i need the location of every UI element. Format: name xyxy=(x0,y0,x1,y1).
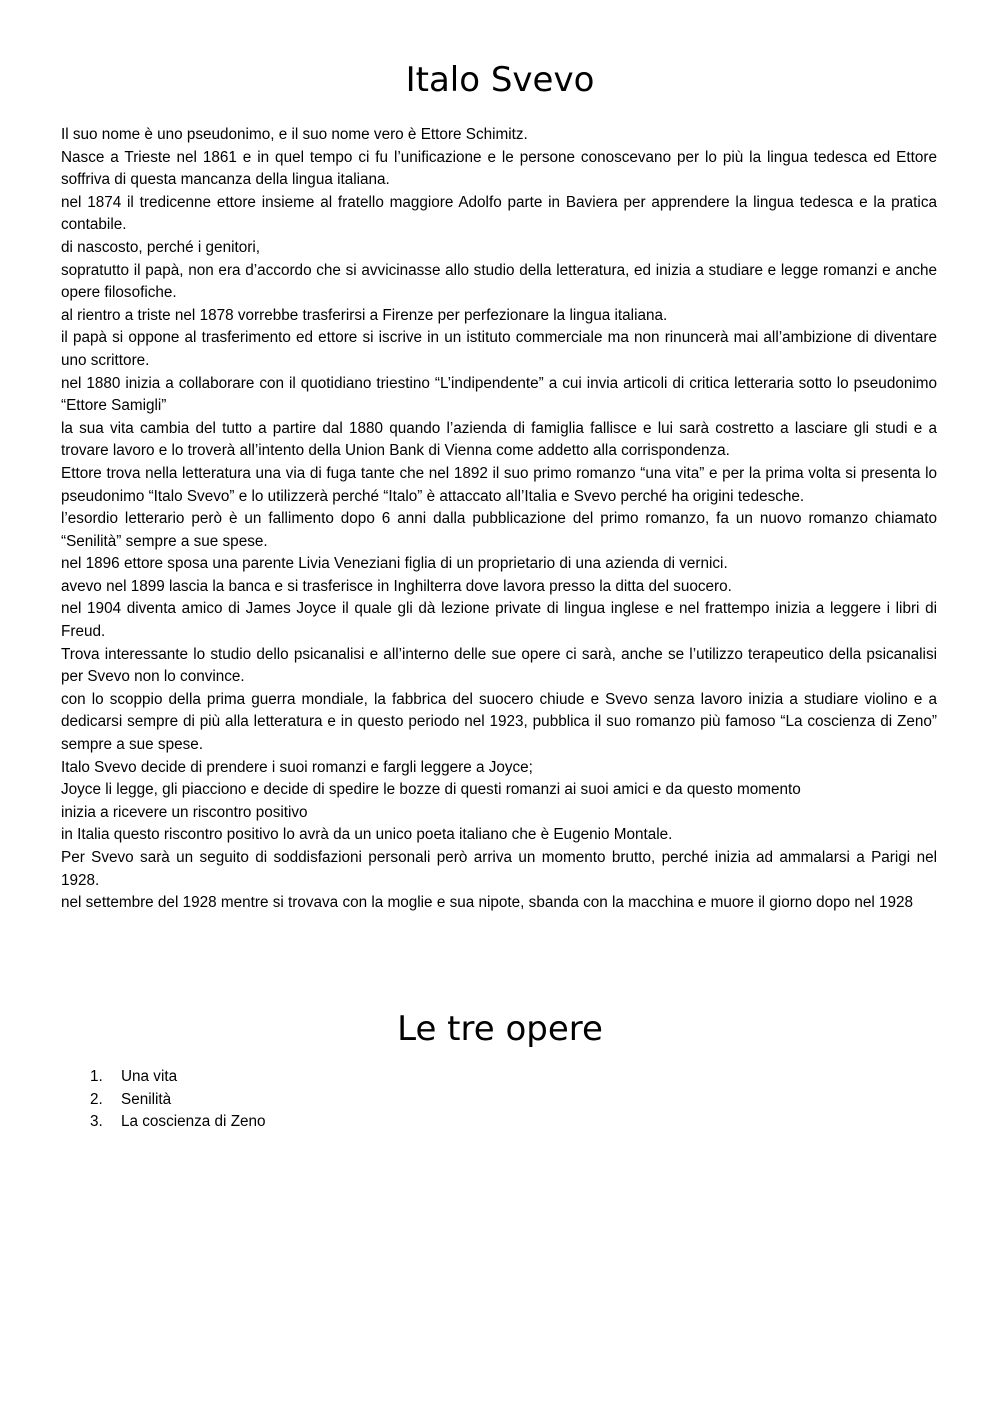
paragraph: sopratutto il papà, non era d’accordo che si avvicinasse allo studio della letteratura, ed inizia a studiare e legge romanzi e anche opere filosofiche. xyxy=(61,261,937,302)
list-item xyxy=(90,1111,266,1134)
paragraph: nel 1904 diventa amico di James Joyce il quale gli dà lezione private di lingua inglese e nel frattempo inizia a leggere i libri di Freud. xyxy=(61,600,937,641)
paragraph: di nascosto, perché i genitori, xyxy=(61,238,260,256)
page-title: Italo Svevo xyxy=(405,60,595,100)
works-list xyxy=(90,1066,266,1134)
list-item-label: Senilità xyxy=(121,1090,172,1108)
paragraph: Il suo nome è uno pseudonimo, e il suo nome vero è Ettore Schimitz. xyxy=(61,126,528,143)
paragraph: l’esordio letterario però è un fallimento dopo 6 anni dalla pubblicazione del primo romanzo, fa un nuovo romanzo chiamato “Senilità” sempre a sue spese. xyxy=(61,510,937,550)
paragraph: nel settembre del 1928 mentre si trovava con la moglie e sua nipote, sbanda con la macchina e muore il giorno dopo nel 1928 xyxy=(61,894,914,912)
list-item-label: Una vita xyxy=(121,1068,178,1085)
paragraph: in Italia questo riscontro positivo lo avrà da un unico poeta italiano che è Eugenio Montale. xyxy=(61,826,673,844)
paragraph: avevo nel 1899 lascia la banca e si trasferisce in Inghilterra dove lavora presso la ditta del suocero. xyxy=(61,577,732,595)
paragraph: al rientro a triste nel 1878 vorrebbe trasferirsi a Firenze per perfezionare la lingua italiana. xyxy=(61,306,668,324)
paragraph: la sua vita cambia del tutto a partire dal 1880 quando l’azienda di famiglia fallisce e lui sarà costretto a lasciare gli studi e a trovare lavoro e lo troverà all’intento della Union Bank di Vienna come addetto alla corrispondenza. xyxy=(61,419,937,460)
paragraph: Nasce a Trieste nel 1861 e in quel tempo ci fu l’unificazione e le persone conoscevano per lo più la lingua tedesca ed Ettore soffriva di questa mancanza della lingua italiana. xyxy=(61,148,937,189)
paragraph: inizia a ricevere un riscontro positivo xyxy=(61,803,308,821)
paragraph: nel 1880 inizia a collaborare con il quotidiano triestino “L’indipendente” a cui invia articoli di critica letteraria sotto lo pseudonimo “Ettore Samigli” xyxy=(61,374,937,415)
paragraph: Trova interessante lo studio dello psicanalisi e all’interno delle sue opere ci sarà, anche se l’utilizzo terapeutico della psicanalisi per Svevo non lo convince. xyxy=(61,645,937,686)
biography-text xyxy=(61,124,937,915)
list-item xyxy=(90,1089,266,1112)
list-item-number: 1. xyxy=(90,1068,103,1085)
paragraph: il papà si oppone al trasferimento ed ettore si iscrive in un istituto commerciale ma non rinuncerà mai all’ambizione di diventare uno scrittore. xyxy=(61,329,937,369)
paragraph: con lo scoppio della prima guerra mondiale, la fabbrica del suocero chiude e Svevo senza lavoro inizia a studiare violino e a dedicarsi sempre di più alla letteratura e in questo periodo nel 1923, pubblica il suo romanzo più famoso “La coscienza di Zeno” sempre a sue spese. xyxy=(61,690,937,754)
paragraph: nel 1874 il tredicenne ettore insieme al fratello maggiore Adolfo parte in Baviera per apprendere la lingua tedesca e la pratica contabile. xyxy=(61,193,937,234)
paragraph: Ettore trova nella letteratura una via di fuga tante che nel 1892 il suo primo romanzo “una vita” e per la prima volta si presenta lo pseudonimo “Italo Svevo” e lo utilizzerà perché “Italo” è attaccato all’Italia e Svevo perché ha origini tedesche. xyxy=(61,464,937,505)
paragraph: Joyce li legge, gli piacciono e decide di spedire le bozze di questi romanzi ai suoi amici e da questo momento xyxy=(61,781,801,799)
section-title-works: Le tre opere xyxy=(397,1009,603,1049)
list-item-number: 3. xyxy=(90,1113,103,1131)
list-item-number: 2. xyxy=(90,1090,103,1108)
list-item xyxy=(90,1066,266,1089)
paragraph: Italo Svevo decide di prendere i suoi romanzi e fargli leggere a Joyce; xyxy=(61,758,533,776)
list-item-label: La coscienza di Zeno xyxy=(121,1113,266,1131)
paragraph: nel 1896 ettore sposa una parente Livia Veneziani figlia di un proprietario di una azienda di vernici. xyxy=(61,555,728,573)
paragraph: Per Svevo sarà un seguito di soddisfazioni personali però arriva un momento brutto, perché inizia ad ammalarsi a Parigi nel 1928. xyxy=(61,849,937,889)
